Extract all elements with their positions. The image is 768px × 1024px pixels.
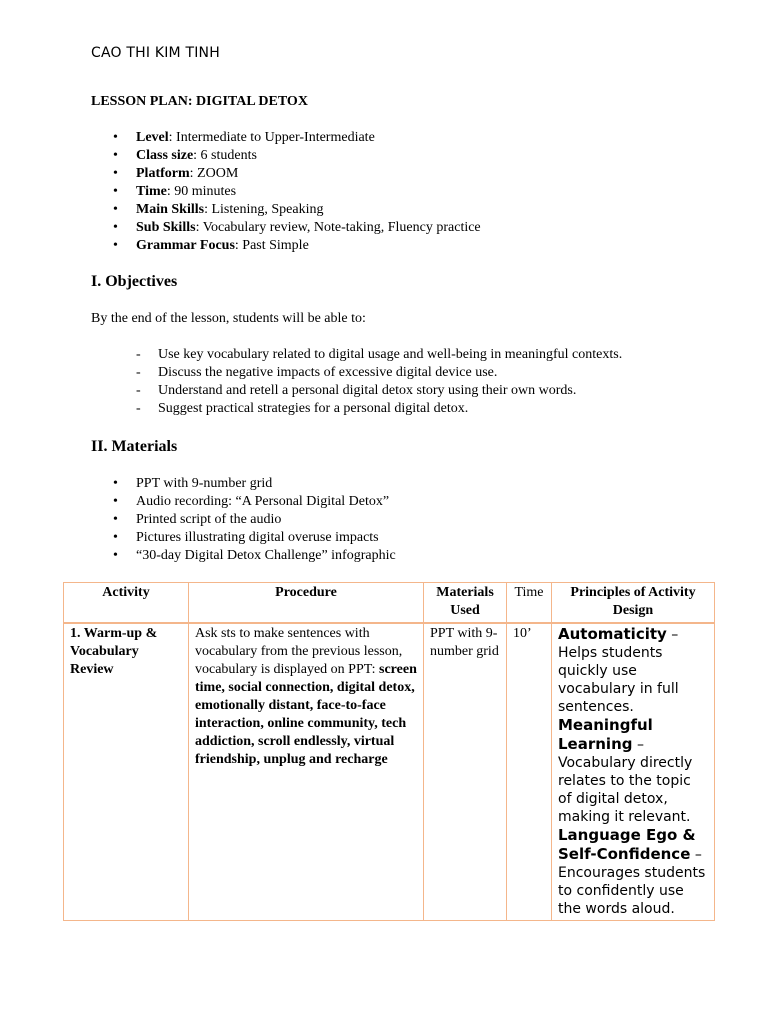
- bullet-icon: •: [113, 220, 118, 235]
- bullet-icon: •: [113, 166, 118, 181]
- materials-list: [91, 475, 396, 565]
- list-item: [91, 165, 481, 183]
- header-procedure: Procedure: [189, 583, 424, 624]
- principle-desc: – Helps students quickly use vocabulary in full sentences.: [558, 627, 679, 715]
- info-value: : Intermediate to Upper-Intermediate: [168, 130, 375, 145]
- info-label: Main Skills: [136, 202, 205, 217]
- info-label: Time: [136, 184, 167, 199]
- list-item: [91, 183, 481, 201]
- materials-heading: II. Materials: [91, 438, 178, 455]
- list-item: [91, 219, 481, 237]
- info-label: Grammar Focus: [136, 238, 235, 253]
- material-text: Audio recording: “A Personal Digital Detox”: [136, 494, 390, 509]
- table-header-row: [64, 583, 715, 624]
- bullet-icon: •: [113, 130, 118, 145]
- objective-text: Suggest practical strategies for a personal digital detox.: [158, 401, 469, 416]
- list-item: [91, 346, 622, 364]
- dash-icon: -: [136, 383, 141, 398]
- materials-cell: PPT with 9-number grid: [424, 623, 507, 921]
- header-principles: Principles of Activity Design: [552, 583, 715, 624]
- objective-text: Understand and retell a personal digital detox story using their own words.: [158, 383, 577, 398]
- list-item: [91, 493, 396, 511]
- bullet-icon: •: [113, 238, 118, 253]
- dash-icon: -: [136, 401, 141, 416]
- objectives-list: [91, 346, 622, 418]
- info-label: Platform: [136, 166, 190, 181]
- bullet-icon: •: [113, 548, 118, 563]
- info-value: : Past Simple: [234, 238, 309, 253]
- info-value: : ZOOM: [189, 166, 239, 181]
- list-item: [91, 511, 396, 529]
- info-value: : 90 minutes: [166, 184, 237, 199]
- info-label: Class size: [136, 148, 194, 163]
- principle-name: Automaticity: [558, 625, 667, 643]
- procedure-cell: [189, 623, 424, 921]
- objective-text: Use key vocabulary related to digital usage and well-being in meaningful contexts.: [158, 347, 623, 362]
- list-item: [91, 529, 396, 547]
- objectives-intro: By the end of the lesson, students will be able to:: [91, 311, 366, 326]
- list-item: [91, 237, 481, 255]
- info-label: Level: [136, 130, 169, 145]
- material-text: “30-day Digital Detox Challenge” infographic: [136, 548, 396, 563]
- bullet-icon: •: [113, 512, 118, 527]
- material-text: PPT with 9-number grid: [136, 476, 273, 491]
- list-item: [91, 382, 622, 400]
- info-label: Sub Skills: [136, 220, 196, 235]
- lesson-info-list: [91, 129, 481, 255]
- table-row: [64, 623, 715, 921]
- activity-cell: 1. Warm-up & Vocabulary Review: [64, 623, 189, 921]
- principle-desc: – Encourages students to confidently use the words aloud.: [558, 847, 706, 917]
- principles-cell: [552, 623, 715, 921]
- vocabulary-list: screen time, social connection, digital detox, emotionally distant, face-to-face interaction, online community, tech addiction, scroll endlessly, virtual friendship, unplug and recharge: [195, 662, 417, 767]
- dash-icon: -: [136, 347, 141, 362]
- objective-text: Discuss the negative impacts of excessive digital device use.: [158, 365, 498, 380]
- list-item: [91, 129, 481, 147]
- principle-name: Language Ego & Self-Confidence: [558, 826, 696, 863]
- bullet-icon: •: [113, 184, 118, 199]
- info-value: : 6 students: [193, 148, 257, 163]
- list-item: [91, 547, 396, 565]
- list-item: [91, 147, 481, 165]
- bullet-icon: •: [113, 530, 118, 545]
- lesson-plan-table: [63, 582, 715, 921]
- info-value: : Listening, Speaking: [204, 202, 324, 217]
- dash-icon: -: [136, 365, 141, 380]
- principle-desc: – Vocabulary directly relates to the topic of digital detox, making it relevant.: [558, 737, 693, 825]
- header-time: Time: [507, 583, 552, 624]
- bullet-icon: •: [113, 202, 118, 217]
- principle-name: Meaningful Learning: [558, 716, 653, 753]
- bullet-icon: •: [113, 148, 118, 163]
- objectives-heading: I. Objectives: [91, 273, 178, 290]
- list-item: [91, 201, 481, 219]
- list-item: [91, 475, 396, 493]
- list-item: [91, 400, 622, 418]
- material-text: Printed script of the audio: [136, 512, 282, 527]
- time-cell: 10’: [507, 623, 552, 921]
- bullet-icon: •: [113, 494, 118, 509]
- bullet-icon: •: [113, 476, 118, 491]
- procedure-text: Ask sts to make sentences with vocabulary from the previous lesson, vocabulary is displayed on PPT:: [195, 626, 403, 677]
- info-value: : Vocabulary review, Note-taking, Fluency practice: [195, 220, 481, 235]
- author-name: CAO THI KIM TINH: [91, 45, 220, 61]
- header-activity: Activity: [64, 583, 189, 624]
- list-item: [91, 364, 622, 382]
- lesson-title: LESSON PLAN: DIGITAL DETOX: [91, 94, 308, 109]
- header-materials: Materials Used: [424, 583, 507, 624]
- material-text: Pictures illustrating digital overuse impacts: [136, 530, 379, 545]
